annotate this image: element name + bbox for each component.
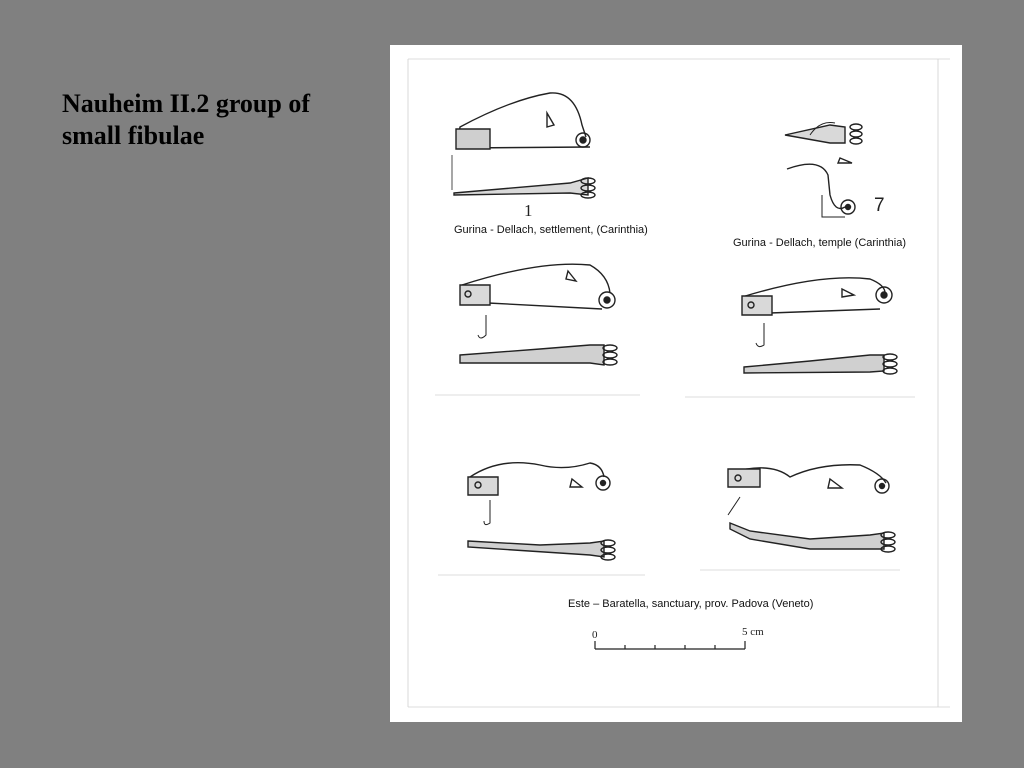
fibula-drawing-bottom-left: [468, 463, 615, 560]
scale-start-label: 0: [592, 629, 598, 641]
slide-title: [62, 88, 372, 152]
figure-number-1: 1: [524, 201, 533, 220]
slide-title-line-1: Nauheim II.2 group of: [62, 89, 311, 118]
scale-bar: [595, 641, 745, 649]
slide-title-line-2: small fibulae: [62, 121, 205, 150]
fibula-drawing-1: [452, 93, 595, 198]
fibula-drawing-middle-right: [742, 278, 897, 374]
figure-number-7: 7: [874, 195, 885, 216]
plate-drawings: [390, 45, 962, 722]
caption-gurina-temple: Gurina - Dellach, temple (Carinthia): [733, 237, 907, 249]
fibula-drawing-7: [785, 123, 862, 218]
fibula-drawing-middle-left: [460, 264, 617, 365]
fibulae-plate: [390, 45, 962, 722]
caption-gurina-settlement: Gurina - Dellach, settlement, (Carinthia): [454, 224, 648, 236]
caption-este: Este – Baratella, sanctuary, prov. Padova (Veneto): [568, 598, 814, 610]
scale-end-label: 5 cm: [742, 626, 764, 638]
fibula-drawing-bottom-right: [728, 465, 895, 552]
